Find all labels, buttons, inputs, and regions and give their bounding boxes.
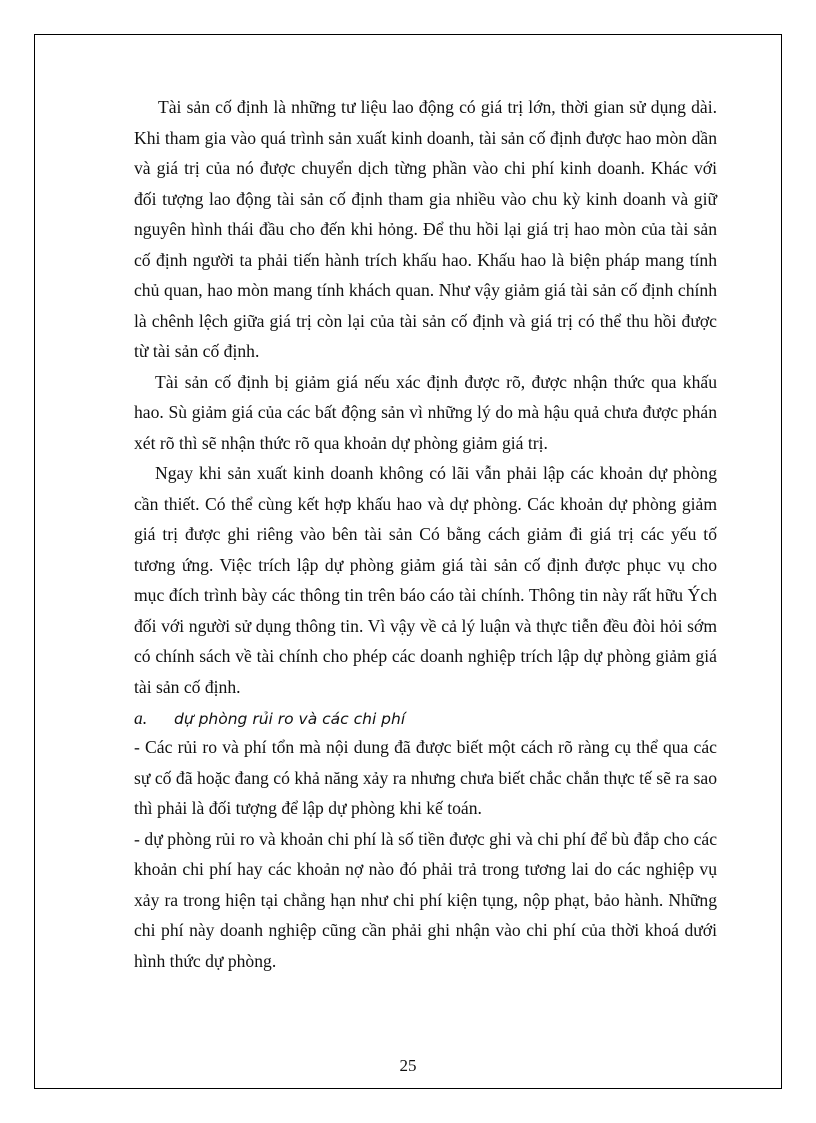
list-item-risks-costs: - Các rủi ro và phí tổn mà nội dung đã được biết một cách rõ ràng cụ thể qua các sự cố đã hoặc đang có khả năng xảy ra nhưng chưa biết chắc chắn thực tế sẽ ra sao thì phải là đối tượng để lập dự phòng khi kế toán. — [134, 737, 717, 818]
section-marker: a. — [134, 708, 148, 728]
section-title: dự phòng rủi ro và các chi phí — [174, 710, 406, 728]
paragraph-provisions: Ngay khi sản xuất kinh doanh không có lãi vẫn phải lập các khoản dự phòng cần thiết. Có thể cùng kết hợp khấu hao và dự phòng. Các khoản dự phòng giảm giá trị được ghi riêng vào bên tài sản Có bằng cách giảm đi giá trị các yếu tố tương ứng. Việc trích lập dự phòng giảm giá tài sản cố định được phục vụ cho mục đích trình bày các thông tin trên báo cáo tài chính. Thông tin này rất hữu Ých đối với người sử dụng thông tin. Vì vậy về cả lý luận và thực tiễn đều đòi hỏi sớm có chính sách về tài chính cho phép các doanh nghiệp trích lập dự phòng giảm giá tài sản cố định. — [134, 463, 717, 697]
paragraph-fixed-assets-definition: Tài sản cố định là những tư liệu lao động có giá trị lớn, thời gian sử dụng dài. Khi tham gia vào quá trình sản xuất kinh doanh, tài sản cố định được hao mòn dần và giá trị của nó được chuyển dịch từng phần vào chi phí kinh doanh. Khác với đối tượng lao động tài sản cố định tham gia nhiều vào chu kỳ kinh doanh và giữ nguyên hình thái đầu cho đến khi hỏng. Để thu hồi lại giá trị hao mòn của tài sản cố định người ta phải tiến hành trích khấu hao. Khấu hao là biện pháp mang tính chủ quan, hao mòn mang tính khách quan. Như vậy giảm giá tài sản cố định chính là chênh lệch giữa giá trị còn lại của tài sản cố định và giá trị có thể thu hồi được từ tài sản cố định. — [134, 97, 717, 361]
page-number: 25 — [399, 1056, 417, 1075]
document-body — [134, 92, 717, 976]
paragraph-asset-impairment: Tài sản cố định bị giảm giá nếu xác định được rõ, được nhận thức qua khấu hao. Sù giảm giá của các bất động sản vì những lý do mà hậu quả chưa được phán xét rõ thì sẽ nhận thức rõ qua khoản dự phòng giảm giá trị. — [134, 371, 717, 453]
list-item-risk-provision: - dự phòng rủi ro và khoản chi phí là số tiền được ghi và chi phí để bù đắp cho các khoản chi phí hay các khoản nợ nào đó phải trả trong tương lai do các nghiệp vụ xảy ra trong hiện tại chẳng hạn như chi phí kiện tụng, nộp phạt, bảo hành. Những chi phí này doanh nghiệp cũng cần phải ghi nhận vào chi phí của thời khoá dưới hình thức dự phòng. — [134, 828, 717, 971]
section-heading — [134, 704, 717, 732]
